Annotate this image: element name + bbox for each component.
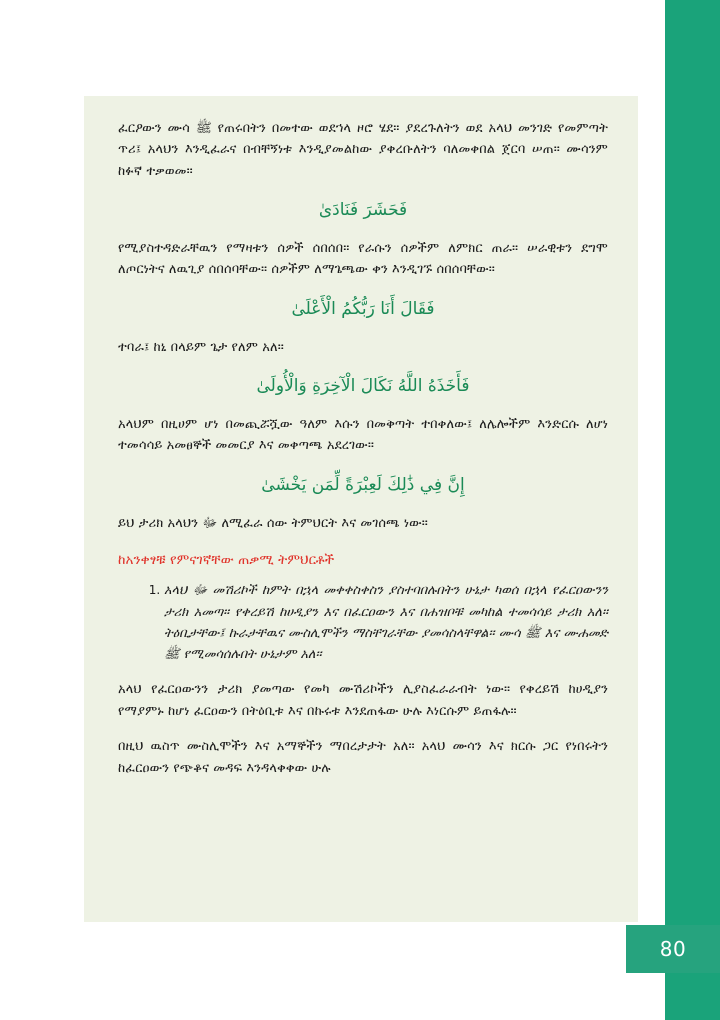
page-number-badge: 80 (626, 925, 720, 973)
paragraph-3: ተባራ፤ ከኒ በላይም ጌታ የለም አለ። (118, 339, 284, 355)
list-item: 1. አላህ ﷻ መሽሪኮች ከምት በኋላ መቀቀስቀስን ያስተባበሉበትን ሁኔታ ካወሰ በኋላ የፈርዐውንን ታሪክ አመጣ። የቀረይሽ ከሀዲያን እና በፈርዐውን እና በሐዝቦቹ መካከል ተመሳሳይ ታሪክ አለ። ትዕቢታቸው፤ ኩራታቸዉና ሙስሊሞችን ማስቸገራቸው ያመሳስላቸዋል። ሙሳ ﷺ እና ሙሐመድ ﷺ የሚመሳሰሉበት ሁኔታም አለ። (164, 580, 608, 665)
right-decorative-band (665, 0, 720, 1020)
arabic-verse-1: فَحَشَرَ فَنَادَىٰ (318, 200, 408, 221)
paragraph-5: ይህ ታሪክ አላህን ﷻ ለሚፈራ ሰው ትምህርት እና መገሰጫ ነው። (118, 515, 428, 531)
section-heading-lessons: ከአንቀፃቹ የምናገኛቸው ጠቃሚ ትምህርቶች (118, 551, 335, 568)
paragraph-4: አላህም በዚሀም ሆነ በመጪሯሿው ዓለም እሱን በመቅጣት ተበቀለው፤ ለሌሎችም እንድርሱ ለሆነ ተመሳሳይ አመፀኞች መመርያ እና መቀጣጫ አደረገው። (118, 416, 608, 454)
paragraph-7: በዚህ ዉስጥ ሙስሊሞችን እና አማኞችን ማበረታታት አለ። አላህ ሙሳን እና ክርሱ ጋር የነበሩትን ከፈርዐውን የጭቆና መዳፍ እንዳላቀቀው ሁሉ (118, 739, 608, 776)
paragraph-2: የሚያስተዳድራቸዉን የማዛቱን ሰዎች ሰበሰበ። የራሱን ሰዎችም ለምክር ጠራ። ሠራዊቱን ደግሞ ለጦርነትና ለዉጊያ ሰበሰባቸው። ሰዎችም ለማጌጫው ቀን እንዲገኙ ሰበሰባቸው። (118, 241, 608, 278)
page-content (118, 118, 608, 793)
paragraph-6: አላህ የፈርዐውንን ታሪክ ያመጣው የመካ ሙሽሪኮችን ሊያስፈራራብት ነው። የቀረይሽ ከሀዲያን የማያምኑ ከሆነ ፈርዐውን በትዕቢቱ እና በኩሩቱ እንደጠፋው ሁሉ እነርሱም ይጠፋሉ። (118, 682, 608, 719)
arabic-verse-3: فَأَخَذَهُ اللَّهُ نَكَالَ الْآخِرَةِ وَالْأُولَىٰ (256, 376, 470, 397)
paragraph-1: ፈርዖውን ሙሳ ﷺ የጠሩበትን በመተው ወደኀላ ዞሮ ሄደ። ያደረጉለትን ወደ አላህ መንገድ የመምጣት ጥሪ፤ አላህን እንዲፈራና በብቸኝነቱ እንዲያመልከው ያቀረቡለትን ባለመቀበል ጀርባ ሠጠ። ሙሳንም ከፉኛ ተቃወመ። (118, 121, 609, 179)
lessons-list (118, 580, 608, 665)
arabic-verse-4: إِنَّ فِي ذَٰلِكَ لَعِبْرَةً لِّمَن يَخْشَىٰ (261, 474, 465, 495)
arabic-verse-2: فَقَالَ أَنَا رَبُّكُمُ الْأَعْلَىٰ (291, 298, 435, 319)
